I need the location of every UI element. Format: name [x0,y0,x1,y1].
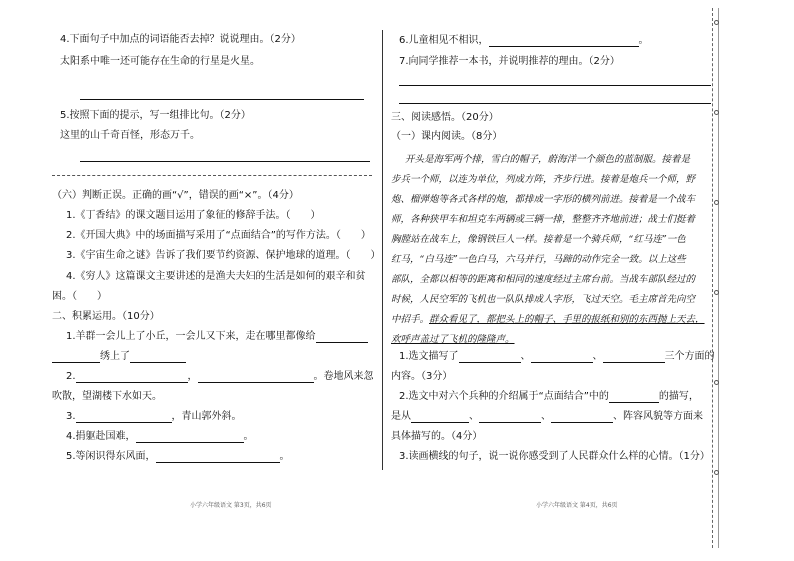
judge-item-3[interactable]: 3.《宇宙生命之谜》告诉了我们要节约资源、保护地球的道理。（ ） [66,250,381,261]
judge-item-4[interactable]: 4.《穷人》这篇课文主要讲述的是渔夫夫妇的生活是如何的艰辛和贫 [66,271,366,282]
acc-q4: 4.捐躯赴国难， 。 [66,431,254,442]
judge-item-1[interactable]: 1.《丁香结》的课文题目运用了象征的修辞手法。（ ） [66,210,321,221]
passage-line-3: 炮、榴弹炮等各式各样的炮，都排成一字形的横列前进。接着是一个战车 [391,194,696,205]
passage-line-1: 开头是海军两个排，雪白的帽子，蔚海洋一个颜色的蓝制服。接着是 [405,154,691,165]
read-q2-blank-1[interactable] [609,392,659,403]
read-q2b: 是从 、 、 、阵容风貌等方面来 [391,411,703,422]
q7-stem: 7.向同学推荐一本书，并说明推荐的理由。（2分） [399,56,620,67]
read-q2-blank-3[interactable] [479,412,541,423]
acc-q3: 3. ，青山郭外斜。 [66,411,242,422]
binding-hole-icon [714,110,719,115]
binding-margin-line-2 [718,8,719,548]
q6-blank[interactable] [489,36,639,47]
left-page-footer: 小学六年级语文 第3页，共6页 [190,502,272,509]
section2-title: 二、积累运用。（10分） [52,311,160,322]
section6-title: （六）判断正误。正确的画“√”，错误的画“×”。（4分） [52,190,299,201]
acc-q1-blank-3[interactable] [130,352,186,363]
q4-sentence: 太阳系中唯一还可能存在生命的行星是火星。 [60,56,260,67]
passage-line-9: 中招手。群众看见了，都把头上的帽子、手里的报纸和别的东西抛上天去， [391,314,705,325]
right-page-footer: 小学六年级语文 第4页，共6页 [536,502,618,509]
acc-q5: 5.等闲识得东风面， 。 [66,451,290,462]
column-divider [382,30,383,470]
passage-line-10 [391,331,515,345]
binding-hole-icon [714,380,719,385]
read-q1-blank-3[interactable] [603,352,665,363]
q7-answer-line-1[interactable] [399,85,711,86]
binding-hole-icon [714,470,719,475]
acc-q1b: 绣上了 [52,351,186,363]
passage-line-2: 步兵一个师，以连为单位，列成方阵，齐步行进。接着是炮兵一个师，野 [391,174,696,185]
passage-line-4: 师，各种狭甲车和坦克车两辆或三辆一排，整整齐齐地前进；战士们挺着 [391,214,696,225]
read-q1a: 1.选文描写了 、 、 三个方面的 [399,351,715,362]
read-q2c: 具体描写的。（4分） [391,431,483,442]
judge-item-4-cont[interactable]: 困。（ ） [52,291,107,302]
passage-line-5: 胸膛站在战车上，像钢铁巨人一样。接着是一个骑兵师，“红马连”一色 [391,234,686,245]
passage-underlined-sentence: 群众看见了，都把头上的帽子、手里的报纸和别的东西抛上天去， [429,314,705,325]
q5-hint: 这里的山千奇百怪，形态万千。 [60,130,200,141]
acc-q5-blank[interactable] [156,452,280,463]
acc-q1-blank-2[interactable] [52,352,100,363]
binding-hole-icon [714,290,719,295]
acc-q1-blank-1[interactable] [316,332,368,343]
section3-sub1: （一）课内阅读。（8分） [391,131,503,142]
read-q2-blank-2[interactable] [411,412,469,423]
read-q2a: 2.选文中对六个兵种的介绍属于“点面结合”中的 的描写， [399,391,699,402]
read-q2-blank-4[interactable] [551,412,613,423]
read-q1-blank-2[interactable] [531,352,593,363]
acc-q1a: 1.羊群一会儿上了小丘，一会儿又下来，走在哪里都像给 [66,331,368,343]
passage-underlined-sentence-end: 欢呼声盖过了飞机的隆隆声。 [391,334,515,345]
q6: 6.儿童相见不相识， 。 [399,35,649,46]
acc-q3-blank[interactable] [76,412,172,423]
read-q1b: 内容。（3分） [391,371,453,382]
q4-stem: 4.下面句子中加点的词语能否去掉？说说理由。（2分） [60,34,301,45]
q7-answer-line-2[interactable] [399,103,711,104]
q4-answer-line[interactable] [80,99,364,100]
binding-margin-line [712,8,713,548]
read-q3: 3.读画横线的句子，说一说你感受到了人民群众什么样的心情。（1分） [399,451,710,462]
acc-q2-cont: 吹散，望湖楼下水如天。 [52,391,162,402]
q5-stem: 5.按照下面的提示，写一组排比句。（2分） [60,110,251,121]
acc-q2-blank-2[interactable] [198,372,314,383]
passage-line-6: 红马，“白马连”一色白马，六马并行，马蹄的动作完全一致。以上这些 [391,254,686,265]
binding-hole-icon [714,20,719,25]
acc-q2: 2. ， 。卷地风来忽 [66,371,374,382]
q5-answer-line[interactable] [80,161,370,162]
binding-hole-icon [714,200,719,205]
section3-title: 三、阅读感悟。（20分） [391,112,499,123]
passage-line-7: 部队，全都以相等的距离和相同的速度经过主席台前。当战车部队经过的 [391,274,696,285]
judge-item-2[interactable]: 2.《开国大典》中的场面描写采用了“点面结合”的写作方法。（ ） [66,230,371,241]
read-q1-blank-1[interactable] [459,352,521,363]
acc-q2-blank-1[interactable] [76,372,188,383]
acc-q4-blank[interactable] [136,432,244,443]
section-divider [52,175,372,176]
passage-line-8: 时候，人民空军的飞机也一队队排成人字形，飞过天空。毛主席首先向空 [391,294,696,305]
